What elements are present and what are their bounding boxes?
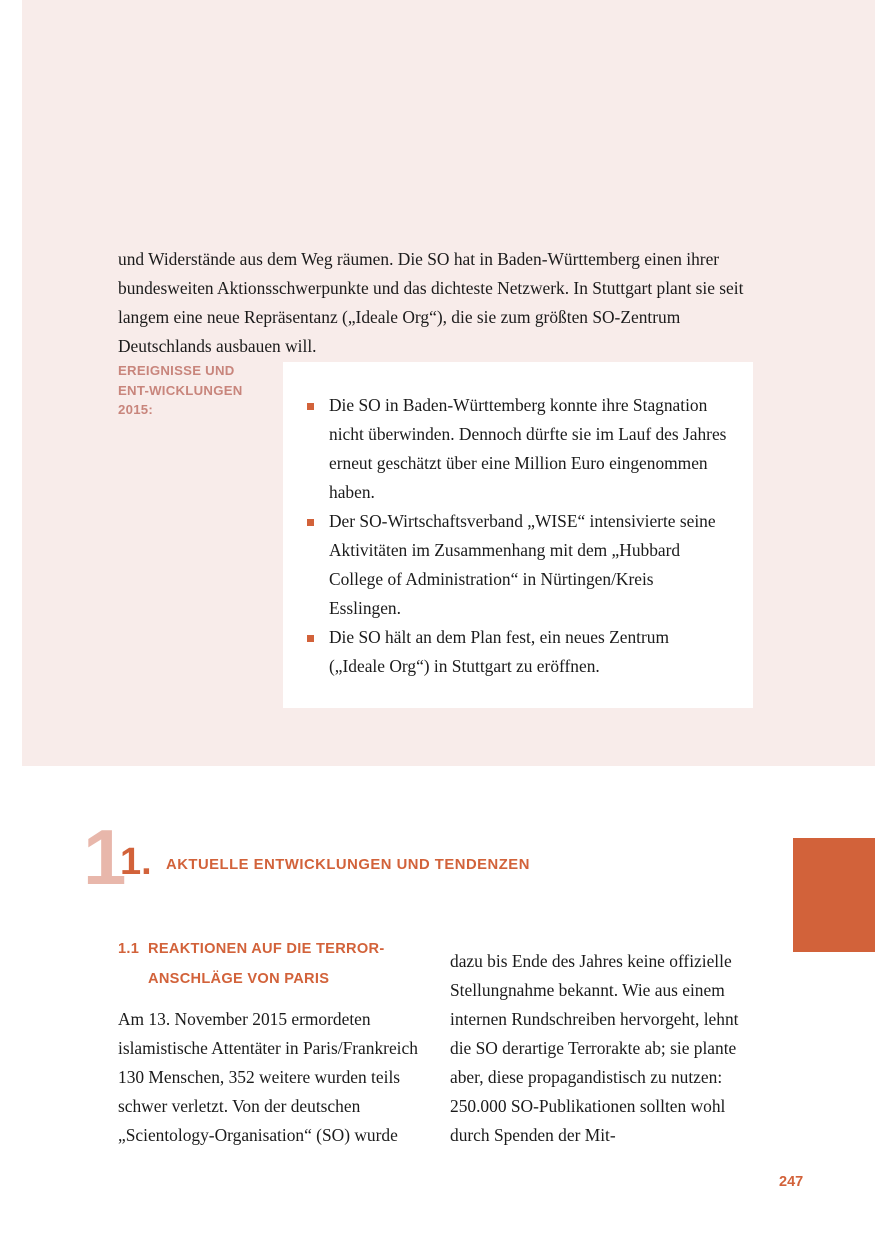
top-paragraph: und Widerstände aus dem Weg räumen. Die SO hat in Baden-Württemberg einen ihrer bundesweiten Aktionsschwerpunkte und das dichteste Netzwerk. In Stuttgart plant sie seit langem eine neue Repräsentanz („Ideale Org“), die sie zum größten SO-Zentrum Deutschlands ausbauen will. [118, 249, 744, 357]
body-column-right: dazu bis Ende des Jahres keine offizielle Stellungnahme bekannt. Wie aus einem internen Rundschreiben hervorgeht, lehnt die SO derartige Terrorakte ab; sie plante aber, diese propagandistisch zu nutzen: 250.000 SO-Publikationen sollten wohl durch Spenden der Mit- [450, 951, 739, 1146]
section-heading [118, 934, 428, 994]
list-item [305, 623, 728, 681]
chapter-edge-tab [793, 838, 875, 952]
list-item-text: Der SO-Wirtschaftsverband „WISE“ intensivierte seine Aktivitäten im Zusammenhang mit dem „Hubbard College of Administration“ in Nürtingen/Kreis Esslingen. [329, 511, 716, 618]
chapter-number: 1. [120, 841, 152, 883]
square-bullet-icon [307, 635, 314, 642]
section-title-line1: REAKTIONEN AUF DIE TERROR- [148, 941, 385, 957]
section-title-line2: ANSCHLÄGE VON PARIS [148, 971, 330, 987]
chapter-number-decorative: 1 [83, 813, 125, 901]
page-number: 247 [779, 1174, 804, 1190]
events-box-label: EREIGNISSE UND ENT-WICKLUNGEN 2015: [118, 363, 243, 417]
events-box [283, 362, 753, 708]
list-item [305, 391, 728, 507]
chapter-title: AKTUELLE ENTWICKLUNGEN UND TENDENZEN [166, 857, 530, 873]
square-bullet-icon [307, 403, 314, 410]
section-number: 1.1 [118, 941, 140, 957]
list-item [305, 507, 728, 623]
list-item-text: Die SO hält an dem Plan fest, ein neues Zentrum („Ideale Org“) in Stuttgart zu eröffnen. [329, 627, 670, 676]
left-margin-strip [0, 0, 22, 1241]
events-list [283, 362, 753, 681]
square-bullet-icon [307, 519, 314, 526]
body-column-left: Am 13. November 2015 ermordeten islamistische Attentäter in Paris/Frankreich 130 Menschen, 352 weitere wurden teils schwer verletzt. Von der deutschen „Scientology-Organisation“ (SO) wurde [118, 1009, 418, 1146]
list-item-text: Die SO in Baden-Württemberg konnte ihre Stagnation nicht überwinden. Dennoch dürfte sie im Lauf des Jahres erneut geschätzt über eine Million Euro eingenommen haben. [329, 395, 727, 502]
